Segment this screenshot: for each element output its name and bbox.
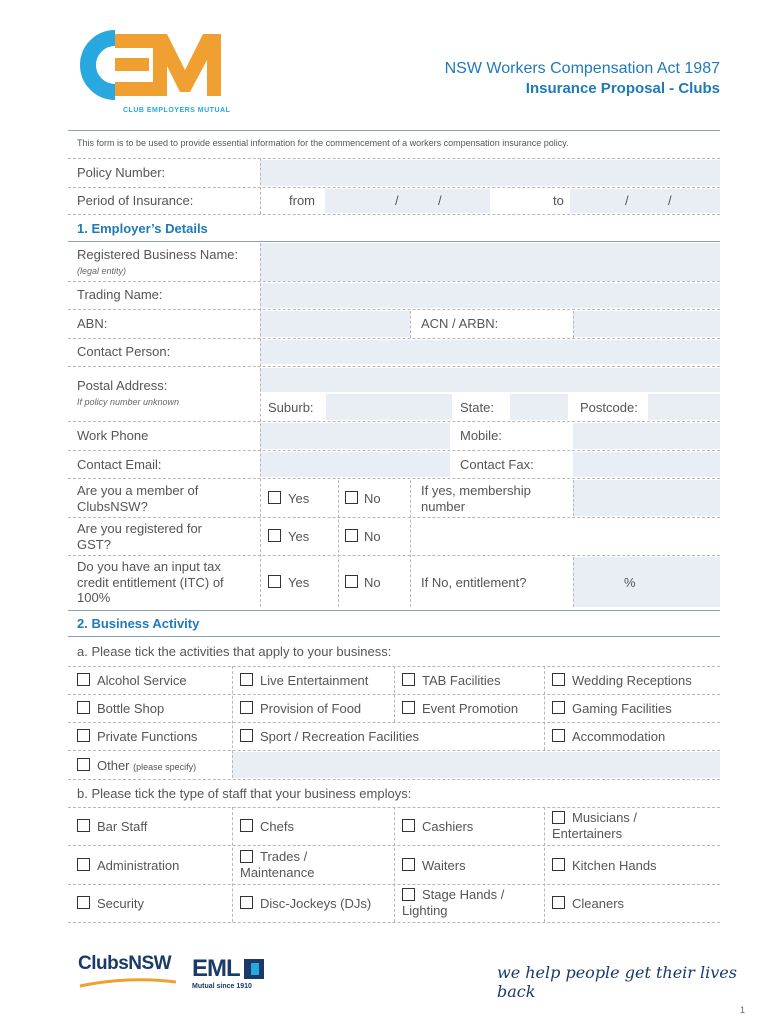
- member-yes-label: Yes: [288, 491, 310, 506]
- gst-yes-label: Yes: [288, 529, 310, 544]
- registered-name-label: Registered Business Name:: [77, 247, 239, 262]
- suburb-field[interactable]: [326, 394, 452, 420]
- act-title: NSW Workers Compensation Act 1987: [444, 60, 720, 77]
- gst-q-line2: GST?: [77, 537, 111, 552]
- activity-checkbox[interactable]: [552, 673, 565, 686]
- if-no-entitlement-label: If No, entitlement?: [421, 575, 527, 590]
- activity-tab-facilities: TAB Facilities: [422, 673, 501, 688]
- activity-other-checkbox[interactable]: [77, 758, 90, 771]
- member-no-label: No: [364, 491, 381, 506]
- eml-logo: [192, 955, 266, 990]
- member-no-checkbox[interactable]: [345, 491, 358, 504]
- contact-fax-label: Contact Fax:: [460, 457, 534, 472]
- activity-private-functions: Private Functions: [97, 729, 198, 744]
- itc-q-line3: 100%: [77, 590, 111, 605]
- abn-field[interactable]: [260, 311, 410, 337]
- acn-field[interactable]: [573, 311, 720, 337]
- gst-question: [77, 521, 202, 553]
- musicians-line1: Musicians /: [572, 810, 638, 825]
- slash: /: [668, 193, 672, 208]
- activity-checkbox[interactable]: [240, 729, 253, 742]
- gst-yes-checkbox[interactable]: [268, 529, 281, 542]
- staff-musicians: [552, 810, 637, 842]
- staff-checkbox[interactable]: [402, 858, 415, 871]
- gst-no-checkbox[interactable]: [345, 529, 358, 542]
- header-divider: [68, 130, 720, 131]
- other-specify-field[interactable]: [232, 752, 720, 778]
- eml-logo-text: EML: [192, 955, 240, 982]
- staff-checkbox[interactable]: [77, 896, 90, 909]
- staff-kitchen-hands: Kitchen Hands: [572, 858, 657, 873]
- section1-title: 1. Employer’s Details: [77, 221, 208, 236]
- activity-checkbox[interactable]: [240, 673, 253, 686]
- staff-checkbox[interactable]: [240, 819, 253, 832]
- gst-no-label: No: [364, 529, 381, 544]
- cem-logo-graphic: [75, 30, 225, 100]
- membership-line1: If yes, membership: [421, 483, 531, 498]
- gst-q-line1: Are you registered for: [77, 521, 203, 536]
- trades-line1: Trades /: [260, 849, 308, 864]
- clubsnsw-swoosh: [78, 978, 178, 988]
- other-label: Other: [97, 758, 130, 773]
- trades-line2: Maintenance: [240, 865, 315, 880]
- postcode-field[interactable]: [648, 394, 720, 420]
- staff-cashiers: Cashiers: [422, 819, 474, 834]
- activity-event-promotion: Event Promotion: [422, 701, 519, 716]
- activity-checkbox[interactable]: [77, 701, 90, 714]
- eml-emblem-icon: [242, 957, 266, 981]
- staff-checkbox[interactable]: [77, 819, 90, 832]
- activity-sport-recreation: Sport / Recreation Facilities: [260, 729, 419, 744]
- activity-checkbox[interactable]: [240, 701, 253, 714]
- contact-person-label: Contact Person:: [77, 344, 171, 359]
- entitlement-field[interactable]: [573, 557, 720, 607]
- itc-no-checkbox[interactable]: [345, 575, 358, 588]
- staff-cleaners: Cleaners: [572, 896, 625, 911]
- policy-number-label: Policy Number:: [77, 165, 166, 180]
- staff-checkbox[interactable]: [552, 858, 565, 871]
- suburb-label: Suburb:: [268, 400, 314, 415]
- to-label: to: [553, 193, 564, 208]
- activity-checkbox[interactable]: [402, 673, 415, 686]
- activities-instruction: a. Please tick the activities that apply to your business:: [77, 644, 392, 659]
- activity-wedding-receptions: Wedding Receptions: [572, 673, 692, 688]
- activity-bottle-shop: Bottle Shop: [97, 701, 165, 716]
- policy-number-field[interactable]: [260, 160, 720, 186]
- member-q-line2: ClubsNSW?: [77, 499, 148, 514]
- membership-line2: number: [421, 499, 466, 514]
- member-yes-checkbox[interactable]: [268, 491, 281, 504]
- from-label: from: [289, 193, 315, 208]
- cem-logo-subtitle: CLUB EMPLOYERS MUTUAL: [123, 107, 231, 114]
- staff-checkbox[interactable]: [240, 896, 253, 909]
- contact-fax-field[interactable]: [573, 452, 720, 477]
- other-note: (please specify): [133, 762, 197, 772]
- slash: /: [625, 193, 629, 208]
- contact-person-field[interactable]: [260, 340, 720, 364]
- staff-trades: [240, 849, 314, 881]
- period-to-field[interactable]: [570, 189, 720, 213]
- itc-no-label: No: [364, 575, 381, 590]
- state-field[interactable]: [510, 394, 568, 420]
- activity-checkbox[interactable]: [552, 701, 565, 714]
- musicians-line2: Entertainers: [552, 826, 623, 841]
- member-question: [77, 483, 198, 515]
- stage-line1: Stage Hands /: [422, 887, 505, 902]
- activity-accommodation: Accommodation: [572, 729, 666, 744]
- staff-bar-staff: Bar Staff: [97, 819, 148, 834]
- mobile-label: Mobile:: [460, 428, 502, 443]
- staff-chefs: Chefs: [260, 819, 294, 834]
- contact-email-label: Contact Email:: [77, 457, 162, 472]
- clubsnsw-logo: [78, 953, 178, 993]
- itc-yes-label: Yes: [288, 575, 310, 590]
- cem-logo: [75, 30, 235, 120]
- staff-stage-hands: [402, 887, 504, 919]
- abn-label: ABN:: [77, 316, 108, 331]
- activity-alcohol-service: Alcohol Service: [97, 673, 187, 688]
- activity-gaming-facilities: Gaming Facilities: [572, 701, 672, 716]
- slash: /: [395, 193, 399, 208]
- registered-name-field[interactable]: [260, 243, 720, 281]
- staff-djs: Disc-Jockeys (DJs): [260, 896, 372, 911]
- section2-title: 2. Business Activity: [77, 616, 200, 631]
- trading-name-label: Trading Name:: [77, 287, 163, 302]
- contact-email-field[interactable]: [260, 452, 450, 477]
- staff-checkbox[interactable]: [77, 858, 90, 871]
- form-title: [445, 60, 720, 97]
- stage-line2: Lighting: [402, 903, 448, 918]
- activity-other: [97, 758, 196, 773]
- acn-label: ACN / ARBN:: [421, 316, 499, 331]
- postal-address-field[interactable]: [260, 368, 720, 392]
- work-phone-label: Work Phone: [77, 428, 149, 443]
- period-from-field[interactable]: [325, 189, 490, 213]
- itc-q-line1: Do you have an input tax: [77, 559, 221, 574]
- percent-sign: %: [624, 575, 636, 590]
- page-number: 1: [740, 1005, 746, 1015]
- legal-entity-note: (legal entity): [77, 266, 127, 276]
- staff-administration: Administration: [97, 858, 180, 873]
- postal-address-label: Postal Address:: [77, 378, 168, 393]
- state-label: State:: [460, 400, 494, 415]
- postal-note: If policy number unknown: [77, 397, 180, 407]
- itc-question: [77, 559, 224, 606]
- postcode-label: Postcode:: [580, 400, 638, 415]
- membership-number-field[interactable]: [573, 480, 720, 516]
- clubsnsw-logo-text: ClubsNSW: [78, 953, 172, 974]
- proposal-title: Insurance Proposal - Clubs: [525, 80, 720, 97]
- staff-checkbox[interactable]: [402, 819, 415, 832]
- activity-checkbox[interactable]: [77, 673, 90, 686]
- itc-yes-checkbox[interactable]: [268, 575, 281, 588]
- eml-sub: Mutual since 1910: [192, 983, 252, 990]
- member-q-line1: Are you a member of: [77, 483, 199, 498]
- mobile-field[interactable]: [573, 423, 720, 449]
- staff-security: Security: [97, 896, 144, 911]
- staff-instruction: b. Please tick the type of staff that your business employs:: [77, 786, 412, 801]
- membership-number-label: [421, 483, 531, 515]
- trading-name-field[interactable]: [260, 283, 720, 308]
- period-label: Period of Insurance:: [77, 193, 194, 208]
- activity-checkbox[interactable]: [77, 729, 90, 742]
- activity-provision-of-food: Provision of Food: [260, 701, 362, 716]
- activity-checkbox[interactable]: [402, 701, 415, 714]
- slogan: we help people get their lives back: [497, 963, 737, 1001]
- activity-checkbox[interactable]: [552, 729, 565, 742]
- activity-live-entertainment: Live Entertainment: [260, 673, 369, 688]
- work-phone-field[interactable]: [260, 423, 450, 449]
- intro-text: This form is to be used to provide essential information for the commencement of a workers compensation insurance policy.: [77, 138, 569, 148]
- staff-checkbox[interactable]: [552, 896, 565, 909]
- slash: /: [438, 193, 442, 208]
- itc-q-line2: credit entitlement (ITC) of: [77, 574, 224, 590]
- staff-waiters: Waiters: [422, 858, 466, 873]
